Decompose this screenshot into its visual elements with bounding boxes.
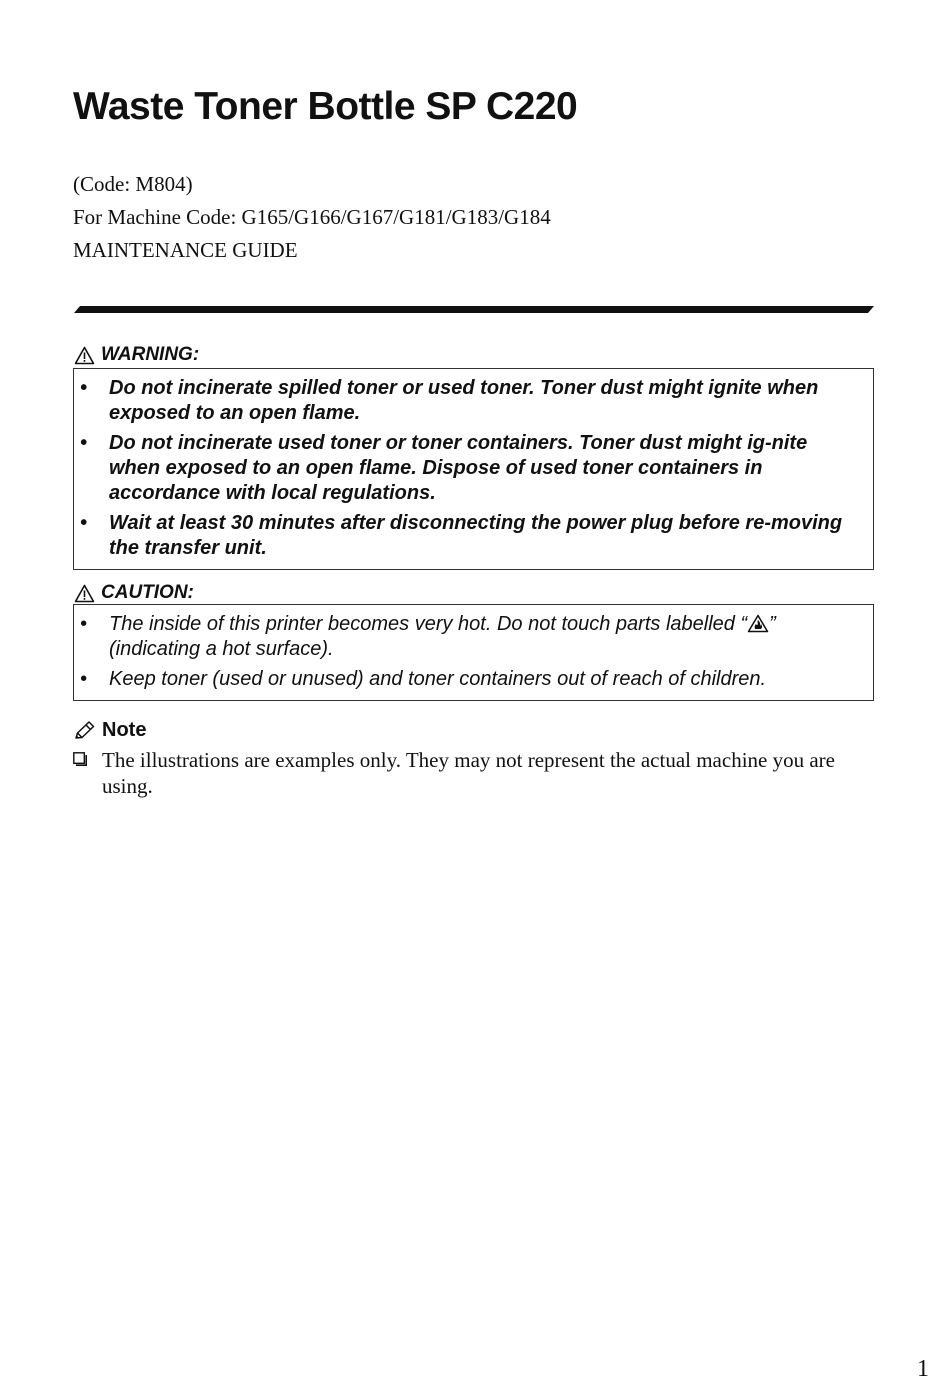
checkbox-icon [73, 752, 87, 766]
caution-box [73, 604, 874, 701]
header-rule [74, 305, 874, 314]
pencil-icon [74, 720, 96, 740]
note-item [73, 747, 883, 799]
caution-item [74, 612, 863, 662]
guide-type: MAINTENANCE GUIDE [73, 238, 298, 262]
warning-box [73, 368, 874, 570]
product-code: (Code: M804) [73, 172, 193, 196]
machine-code: For Machine Code: G165/G166/G167/G181/G183/G184 [73, 205, 551, 229]
warning-item: • Do not incinerate used toner or toner containers. Toner dust might ig-nite when exposed to an open flame. Dispose of used toner containers in accordance with local regulations. [74, 431, 863, 506]
document-meta [73, 168, 551, 267]
warning-triangle-icon [74, 584, 95, 603]
note-label: Note [102, 719, 147, 741]
hot-surface-icon [747, 614, 769, 633]
caution-label: CAUTION: [101, 582, 194, 603]
warning-heading [74, 344, 199, 366]
caution-heading [74, 582, 194, 604]
caution-item: • Keep toner (used or unused) and toner containers out of reach of children. [74, 667, 863, 692]
warning-item: • Wait at least 30 minutes after disconnecting the power plug before re-moving the transfer unit. [74, 511, 863, 561]
caution-text-before: The inside of this printer becomes very hot. Do not touch parts labelled “ [109, 613, 748, 635]
page-number: 1 [917, 1356, 929, 1382]
warning-item: • Do not incinerate spilled toner or used toner. Toner dust might ignite when exposed to an open flame. [74, 376, 863, 426]
note-text: The illustrations are examples only. They may not represent the actual machine you are using. [102, 748, 835, 798]
note-heading [74, 717, 146, 743]
document-title: Waste Toner Bottle SP C220 [73, 85, 578, 128]
warning-triangle-icon [74, 346, 95, 365]
caution-text-after: ” (indicating a hot surface). [109, 613, 776, 660]
warning-label: WARNING: [101, 344, 200, 365]
